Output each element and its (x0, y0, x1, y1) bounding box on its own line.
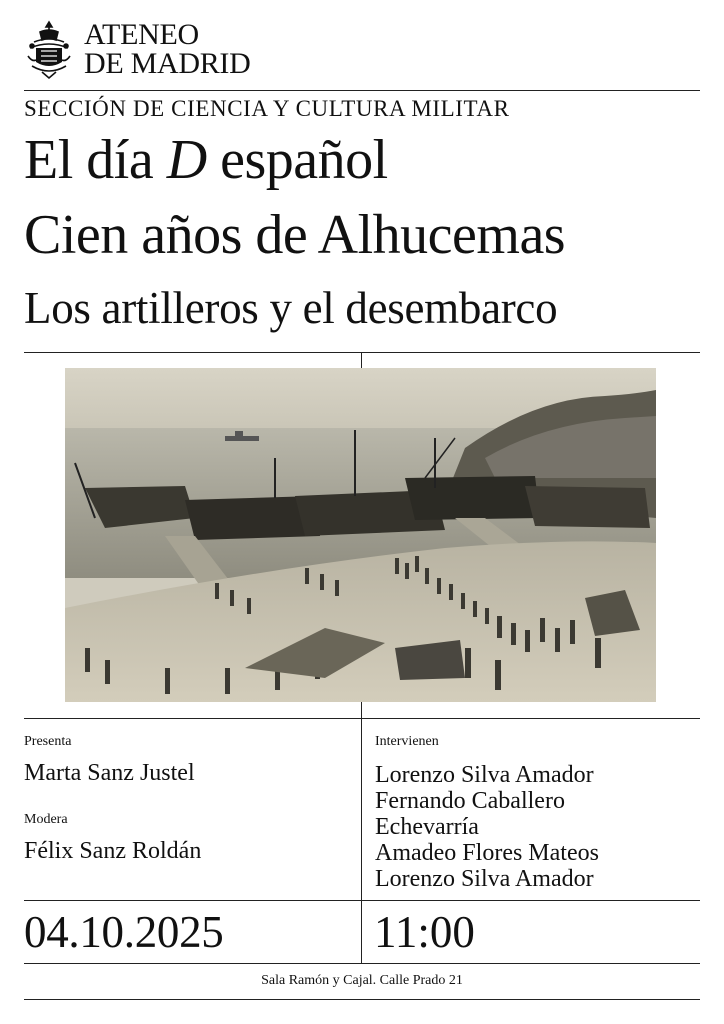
title-line-1-italic: D (166, 129, 207, 191)
rule-above-photo (24, 352, 700, 353)
historic-landing-beach-photo (65, 368, 656, 702)
event-date: 04.10.2025 (24, 907, 224, 957)
speaker-name: Echevarría (375, 814, 479, 840)
subtitle: Los artilleros y el desembarco (24, 283, 558, 333)
speakers-list (375, 762, 599, 892)
rule-top (24, 90, 700, 91)
rule-above-date (24, 900, 700, 901)
title-line-1 (24, 128, 388, 192)
institution-name (84, 20, 250, 78)
rule-bottom (24, 999, 700, 1000)
institution-line-1: ATENEO (84, 18, 199, 51)
title-line-1-pre: El día (24, 129, 167, 191)
intervienen-label: Intervienen (375, 734, 439, 749)
modera-name: Félix Sanz Roldán (24, 838, 202, 864)
modera-label: Modera (24, 812, 68, 827)
ateneo-crest-logo (24, 18, 74, 80)
speaker-name: Fernando Caballero (375, 788, 565, 814)
institution-line-2: DE MADRID (84, 47, 251, 80)
presenta-name: Marta Sanz Justel (24, 760, 195, 786)
rule-above-venue (24, 963, 700, 964)
section-name: SECCIÓN DE CIENCIA Y CULTURA MILITAR (24, 96, 510, 121)
title-line-1-post: español (206, 129, 388, 191)
speaker-name: Amadeo Flores Mateos (375, 840, 599, 866)
speaker-name: Lorenzo Silva Amador (375, 866, 594, 892)
presenta-label: Presenta (24, 734, 72, 749)
column-divider (361, 702, 362, 964)
event-time: 11:00 (374, 907, 475, 957)
event-venue: Sala Ramón y Cajal. Calle Prado 21 (261, 973, 463, 988)
rule-below-photo (24, 718, 700, 719)
title-line-2: Cien años de Alhucemas (24, 204, 566, 266)
divider-above-photo (361, 352, 362, 368)
speaker-name: Lorenzo Silva Amador (375, 762, 594, 788)
